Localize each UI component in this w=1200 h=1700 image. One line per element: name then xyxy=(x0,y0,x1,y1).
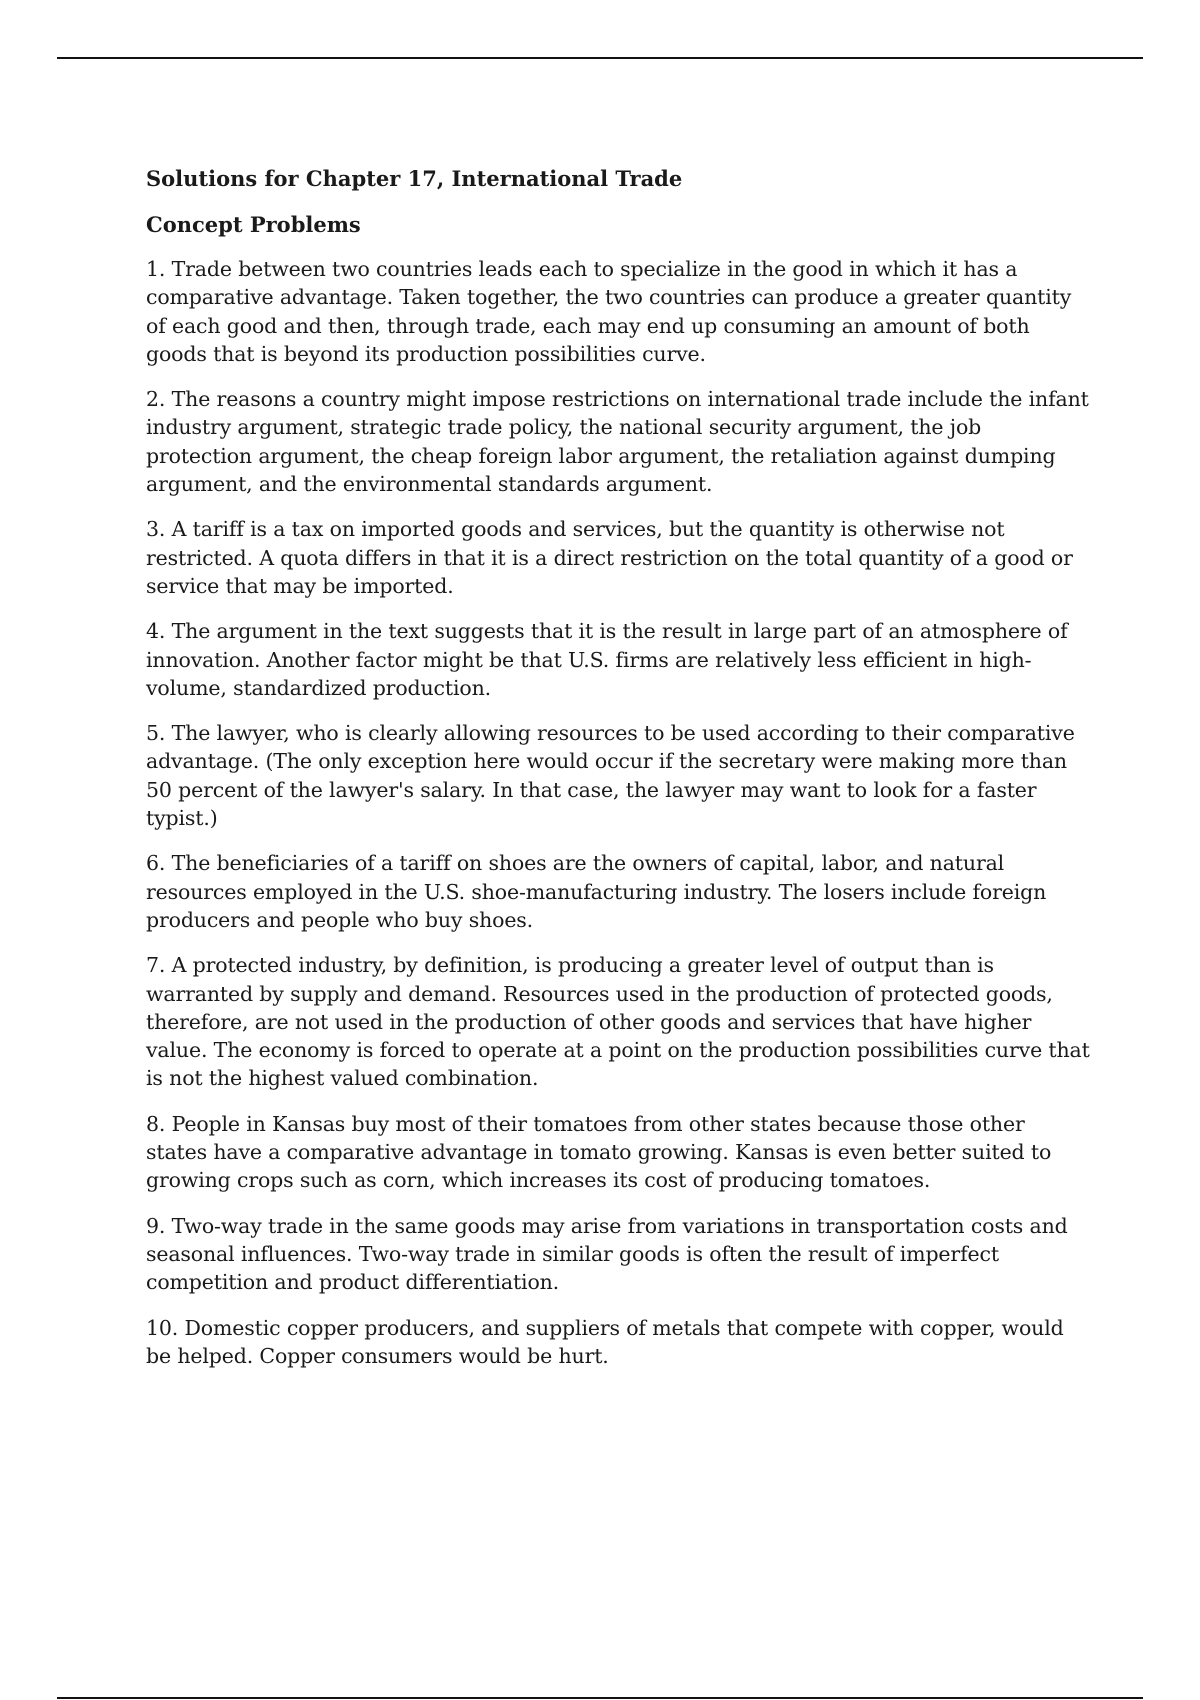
answer-paragraph: 3. A tariff is a tax on imported goods and services, but the quantity is otherwise not restricted. A quota differs in that it is a direct restriction on the total quantity of a good or service that may be imported. xyxy=(146,517,1073,598)
answer-paragraph: 10. Domestic copper producers, and suppliers of metals that compete with copper, would be helped. Copper consumers would be hurt. xyxy=(146,1315,1064,1368)
answer-paragraph: 1. Trade between two countries leads each to specialize in the good in which it has a comparative advantage. Taken together, the two countries can produce a greater quantity of each good and then, through trade, each may end up consuming an amount of both goods that is beyond its production possibilities curve. xyxy=(146,257,1072,366)
answer-paragraph: 8. People in Kansas buy most of their tomatoes from other states because those other states have a comparative advantage in tomato growing. Kansas is even better suited to growing crops such as corn, which increases its cost of producing tomatoes. xyxy=(146,1111,1052,1193)
answer-paragraph: 2. The reasons a country might impose restrictions on international trade include the infant industry argument, strategic trade policy, the national security argument, the job protection argument, the cheap foreign labor argument, the retaliation against dumping argument, and the environmental standards argument. xyxy=(146,387,1089,497)
document-title: Solutions for Chapter 17, International Trade xyxy=(146,166,683,191)
answer-paragraph: 6. The beneficiaries of a tariff on shoes are the owners of capital, labor, and natural resources employed in the U.S. shoe-manufacturing industry. The losers include foreign producers and people who buy shoes. xyxy=(146,851,1047,932)
answer-paragraph: 9. Two-way trade in the same goods may arise from variations in transportation costs and seasonal influences. Two-way trade in similar goods is often the result of imperfect competition and product differentiation. xyxy=(146,1213,1068,1295)
footer-rule xyxy=(57,1697,1143,1699)
answer-paragraph: 7. A protected industry, by definition, is producing a greater level of output than is warranted by supply and demand. Resources used in the production of protected goods, therefore, are not used in the production of other goods and services that have higher value. The economy is forced to operate at a point on the production possibilities curve that is not the highest valued combination. xyxy=(146,953,1090,1091)
answer-paragraph: 5. The lawyer, who is clearly allowing resources to be used according to their comparative advantage. (The only exception here would occur if the secretary were making more than 50 percent of the lawyer's salary. In that case, the lawyer may want to look for a faster typist.) xyxy=(146,721,1075,831)
answer-paragraph: 4. The argument in the text suggests that it is the result in large part of an atmosphere of innovation. Another factor might be that U.S. firms are relatively less efficient in high-volume, standardized production. xyxy=(146,619,1068,700)
document-body xyxy=(146,165,1090,1387)
section-heading: Concept Problems xyxy=(146,212,361,237)
header-rule xyxy=(57,57,1143,59)
